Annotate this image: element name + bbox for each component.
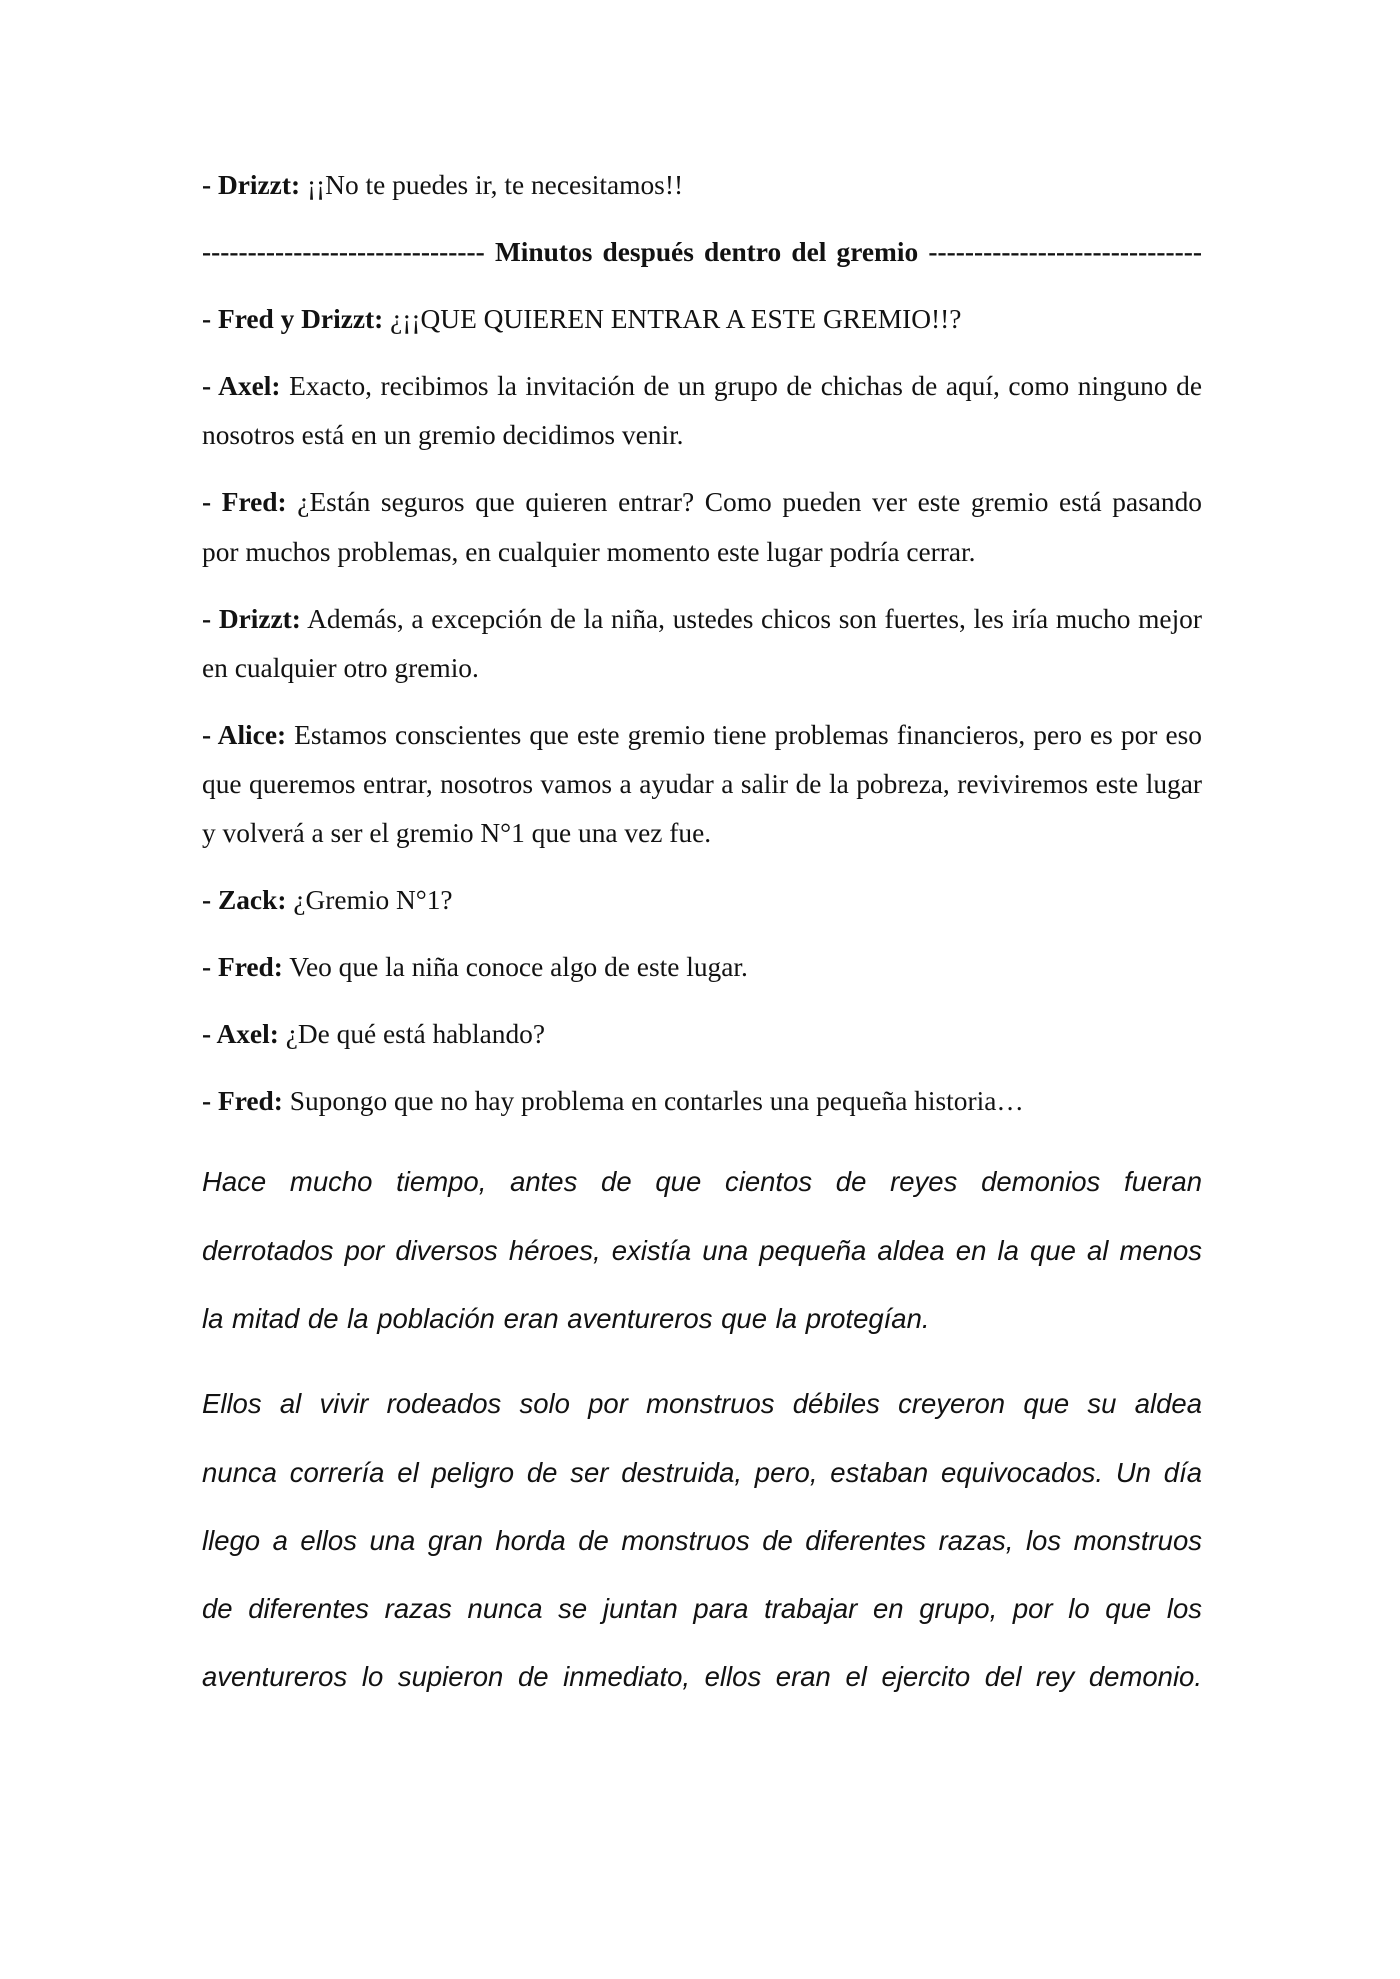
text-line (202, 1077, 1202, 1126)
text-line: Hace mucho tiempo, antes de que cientos de reyes demonios fueran (202, 1166, 1202, 1198)
scene-break-title: Minutos después dentro del gremio (494, 236, 919, 267)
text-line: Ellos al vivir rodeados solo por monstruos débiles creyeron que su aldea (202, 1388, 1202, 1420)
text-line (202, 295, 1202, 344)
scene-break (202, 228, 1202, 277)
scene-break-rule-right: ------------------------------ (928, 236, 1202, 267)
narrative-paragraph (202, 1148, 1202, 1353)
dialogue-entry-drizzt (202, 595, 1202, 694)
speaker-label: - Fred: (202, 952, 283, 983)
dialogue-entry-zack (202, 876, 1202, 925)
text-line: aventureros lo supieron de inmediato, ellos eran el ejercito del rey demonio. (202, 1661, 1202, 1693)
dialogue-entry-fred (202, 943, 1202, 992)
text-line: que queremos entrar, nosotros vamos a ayudar a salir de la pobreza, reviviremos este lugar (202, 769, 1202, 800)
dialogue-entry-alice (202, 711, 1202, 859)
text-line (202, 711, 1202, 760)
speaker-label: - Fred: (202, 487, 287, 518)
speaker-label: - Fred y Drizzt: (202, 303, 384, 334)
dialogue-entry-drizzt-opening (202, 161, 1202, 210)
dialogue-text: Supongo que no hay problema en contarles una pequeña historia… (289, 1086, 1024, 1117)
text-line: y volverá a ser el gremio N°1 que una vez fue. (202, 818, 712, 849)
narrative-section (202, 1144, 1202, 1711)
speaker-label: - Fred: (202, 1086, 283, 1117)
dialogue-entry-axel (202, 1010, 1202, 1059)
page-content (202, 161, 1202, 1729)
text-line (202, 876, 1202, 925)
text-line (202, 595, 1202, 644)
dialogue-entry-axel (202, 362, 1202, 461)
speaker-label: - Alice: (202, 719, 287, 750)
scene-break-rule-left: ------------------------------- (202, 236, 485, 267)
text-line (202, 161, 1202, 210)
dialogue-text: ¿Gremio N°1? (293, 885, 453, 916)
narrative-paragraph (202, 1370, 1202, 1711)
text-line (202, 1010, 1202, 1059)
dialogue-entry-fred-drizzt (202, 295, 1202, 344)
text-line: de diferentes razas nunca se juntan para trabajar en grupo, por lo que los (202, 1593, 1202, 1625)
dialogue-text: Además, a excepción de la niña, ustedes chicos son fuertes, les iría mucho mejor (307, 603, 1202, 634)
text-line (202, 478, 1202, 527)
text-line: por muchos problemas, en cualquier momento este lugar podría cerrar. (202, 536, 976, 567)
scene-break-line (202, 228, 1202, 277)
speaker-label: - Zack: (202, 885, 287, 916)
dialogue-text: ¿¡¡QUE QUIEREN ENTRAR A ESTE GREMIO!!? (390, 303, 962, 334)
text-line: derrotados por diversos héroes, existía una pequeña aldea en la que al menos (202, 1234, 1202, 1266)
text-line: nunca correría el peligro de ser destruida, pero, estaban equivocados. Un día (202, 1456, 1202, 1488)
text-line: llego a ellos una gran horda de monstruos de diferentes razas, los monstruos (202, 1524, 1202, 1556)
dialogue-text: ¿De qué está hablando? (285, 1019, 546, 1050)
text-line: nosotros está en un gremio decidimos venir. (202, 420, 684, 451)
speaker-label: - Axel: (202, 1019, 279, 1050)
dialogue-text: Veo que la niña conoce algo de este lugar. (289, 952, 748, 983)
text-line: en cualquier otro gremio. (202, 652, 479, 683)
text-line (202, 362, 1202, 411)
dialogue-text: Exacto, recibimos la invitación de un grupo de chichas de aquí, como ninguno de (289, 370, 1202, 401)
speaker-label: - Drizzt: (202, 170, 301, 200)
dialogue-text: Estamos conscientes que este gremio tiene problemas financieros, pero es por eso (294, 719, 1202, 750)
dialogue-text: ¡¡No te puedes ir, te necesitamos!! (306, 170, 684, 200)
dialogue-entry-fred (202, 478, 1202, 577)
dialogue-section (202, 161, 1202, 1127)
text-line (202, 943, 1202, 992)
speaker-label: - Drizzt: (202, 603, 301, 634)
dialogue-entry-fred (202, 1077, 1202, 1126)
dialogue-text: ¿Están seguros que quieren entrar? Como pueden ver este gremio está pasando (297, 487, 1203, 518)
speaker-label: - Axel: (202, 370, 281, 401)
text-line: la mitad de la población eran aventureros que la protegían. (202, 1302, 930, 1334)
